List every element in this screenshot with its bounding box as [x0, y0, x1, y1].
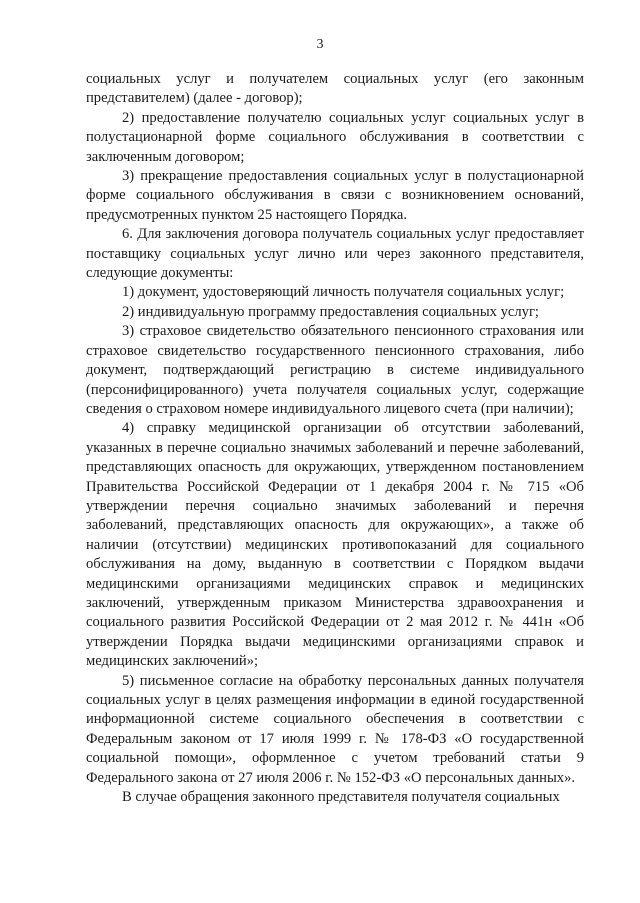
- paragraph-doc-4: 4) справку медицинской организации об отсутствии заболеваний, указанных в перечне социально значимых заболеваний и перечне заболеваний, представляющих опасность для окружающих, утвержденном постановлением Правительства Российской Федерации от 1 декабря 2004 г. № 715 «Об утверждении перечня социально значимых заболеваний и перечня заболеваний, представляющих опасность для окружающих», а также об наличии (отсутствии) медицинских противопоказаний для социального обслуживания на дому, выданную в соответствии с Порядком выдачи медицинскими организациями медицинских справок и медицинских заключений, утвержденным приказом Министерства здравоохранения и социального развития Российской Федерации от 2 мая 2012 г. № 441н «Об утверждении Порядка выдачи медицинскими организациями справок и медицинских заключений»;: [86, 420, 584, 670]
- document-body: [86, 70, 584, 807]
- paragraph-doc-3: 3) страховое свидетельство обязательного пенсионного страхования или страховое свидетельство государственного пенсионного страхования, либо документ, подтверждающий регистрацию в системе индивидуального (персонифицированного) учета получателя социальных услуг, содержащие сведения о страховом номере индивидуального лицевого счета (при наличии);: [86, 323, 584, 417]
- paragraph-continuation: социальных услуг и получателем социальных услуг (его законным представителем) (далее - договор);: [86, 71, 584, 107]
- paragraph-item-2: 2) предоставление получателю социальных услуг социальных услуг в полустационарной форме социального обслуживания в соответствии с заключенным договором;: [86, 109, 584, 165]
- paragraph-section-6: 6. Для заключения договора получатель социальных услуг предоставляет поставщику социальных услуг лично или через законного представителя, следующие документы:: [86, 226, 584, 282]
- page-number: 3: [316, 37, 324, 52]
- paragraph-item-3: 3) прекращение предоставления социальных услуг в полустационарной форме социального обслуживания в связи с возникновением оснований, предусмотренных пунктом 25 настоящего Порядка.: [86, 168, 584, 223]
- paragraph-representative: В случае обращения законного представителя получателя социальных: [122, 789, 560, 806]
- paragraph-doc-2: 2) индивидуальную программу предоставления социальных услуг;: [122, 303, 539, 320]
- paragraph-doc-1: 1) документ, удостоверяющий личность получателя социальных услуг;: [122, 284, 565, 301]
- paragraph-doc-5: 5) письменное согласие на обработку персональных данных получателя социальных услуг в целях размещения информации в единой государственной информационной системе социального обеспечения в соответствии с Федеральным законом от 17 июля 1999 г. № 178-ФЗ «О государственной социальной помощи», оформленное с учетом требований статьи 9 Федерального закона от 27 июля 2006 г. № 152-ФЗ «О персональных данных».: [86, 672, 584, 786]
